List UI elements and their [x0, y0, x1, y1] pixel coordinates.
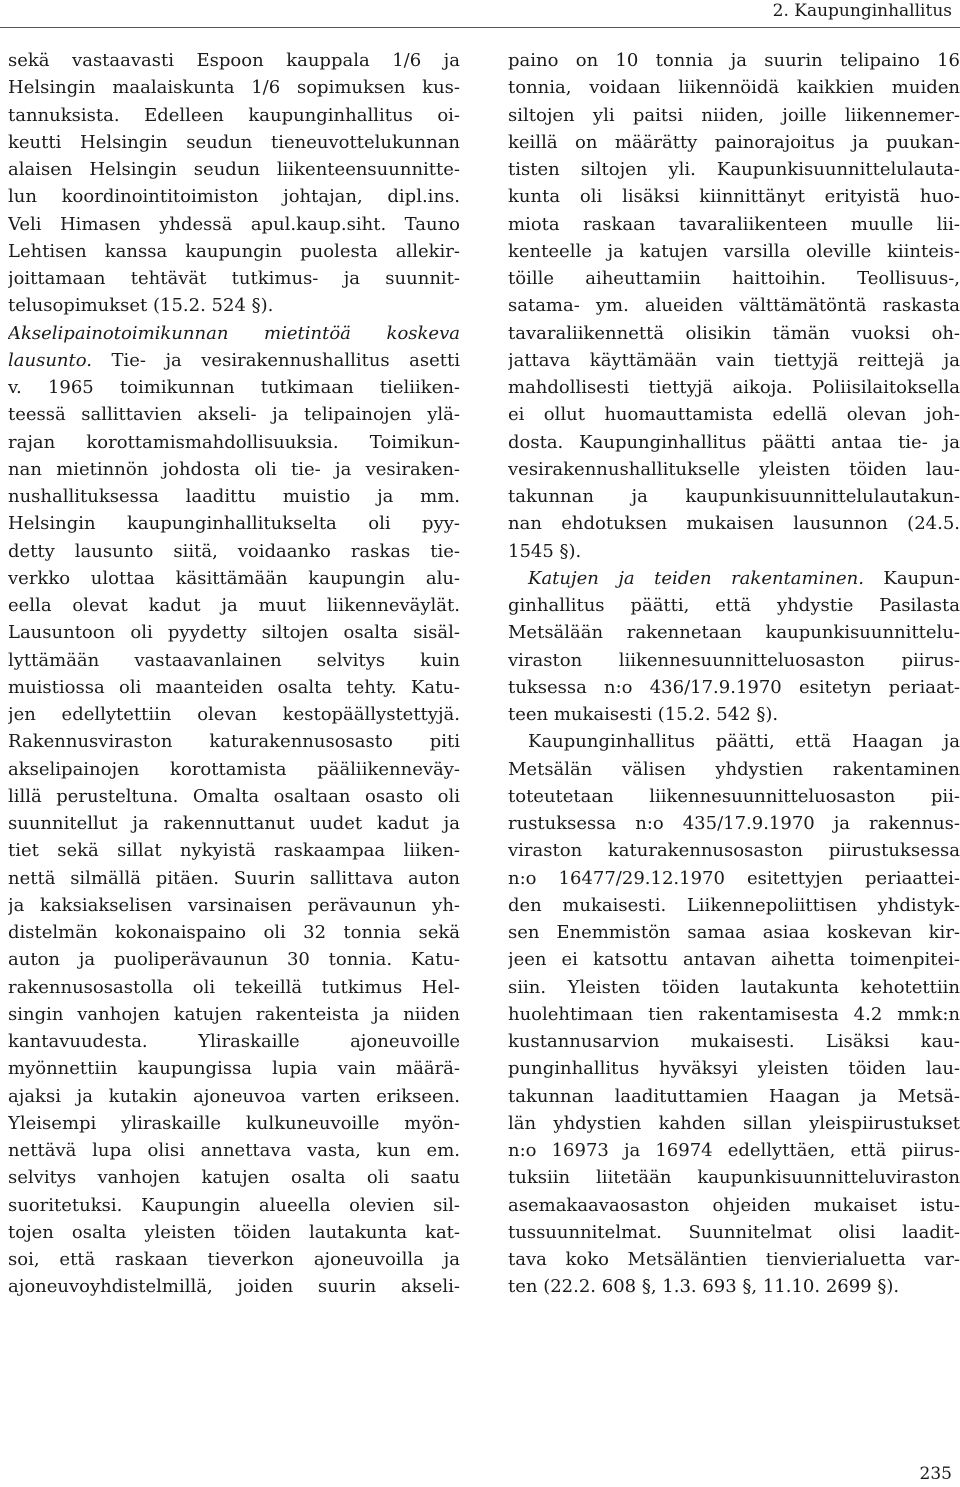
text-line: teessä sallittavien akseli- ja telipainojen ylä- [8, 404, 460, 426]
text-line: nettävä lupa olisi annettava vasta, kun em. [8, 1140, 460, 1161]
text-line: eella olevat kadut ja muut liikenneväylät. [8, 595, 460, 616]
text-line: tannuksista. Edelleen kaupunginhallitus oi- [8, 104, 460, 126]
text-line: jeen ei katsottu antavan aihetta toimenpitei- [508, 949, 960, 971]
left-column [8, 47, 460, 1301]
text-line: miota raskaan tavaraliikenteen muulle lii- [508, 213, 960, 235]
text-line: sen Enemmistön samaa asiaa koskevan kir- [508, 922, 960, 943]
text-line: Lehtisen kanssa kaupungin puolesta allekir- [8, 240, 460, 262]
text-line: jattava käyttämään vain tiettyjä reittejä ja [508, 349, 960, 371]
text-line: töille aiheuttamiin haittoihin. Teollisuus-, [508, 268, 960, 289]
text-line: tiet sekä sillat nykyistä raskaampaa liiken- [8, 840, 460, 862]
text-line: ajoneuvoyhdistelmillä, joiden suurin akseli- [8, 1276, 460, 1298]
text-line: takunnan ja kaupunkisuunnittelulautakun- [508, 486, 960, 507]
text-line: muistiossa oli maanteiden osalta tehty. Katu- [8, 676, 460, 698]
text-line: asemakaavaosaston ohjeiden mukaiset istu- [508, 1194, 960, 1216]
text-line: punginhallitus hyväksyi yleisten töiden lau- [508, 1058, 960, 1080]
text-line: rajan korottamismahdollisuuksia. Toimikun- [8, 431, 460, 453]
text-line: v. 1965 toimikunnan tutkimaan tieliiken- [8, 377, 460, 398]
text-line: Rakennusviraston katurakennusosasto piti [8, 731, 460, 753]
text-line: siltojen yli paitsi niiden, joille liikennemer- [508, 104, 960, 126]
text-line: tavaraliikennettä olisikin tämän vuoksi oh- [508, 322, 960, 344]
text-line: tava koko Metsäläntien tienvierialuetta var- [508, 1249, 960, 1270]
heading-line-2 [8, 347, 460, 374]
text-line: Helsingin maalaiskunta 1/6 sopimuksen kus- [8, 77, 460, 99]
right-column [508, 47, 960, 1301]
text-line: jen edellytettiin olevan kestopäällystettyjä. [8, 704, 460, 725]
right-paragraph-3 [508, 728, 960, 1300]
text-line: ten (22.2. 608 §, 1.3. 693 §, 11.10. 2699 §). [508, 1276, 900, 1298]
section-heading-cont: lausunto. [8, 349, 92, 371]
text-line: kustannusarvion mukaisesti. Lisäksi kau- [508, 1031, 960, 1052]
text-line: Veli Himasen yhdessä apul.kaup.siht. Tauno [8, 213, 460, 235]
text-line: paino on 10 tonnia ja suurin telipaino 16 [508, 50, 960, 71]
text-line: lyttämään vastaavanlainen selvitys kuin [8, 649, 460, 671]
text-line: ei ollut huomauttamista edellä olevan joh- [508, 404, 960, 426]
text-line: Kaupunginhallitus päätti, että Haagan ja [528, 731, 960, 753]
text-line: nettä silmällä pitäen. Suurin sallittava auton [8, 867, 460, 889]
text-line: siin. Yleisten töiden lautakunta kehotettiin [508, 976, 960, 998]
text-line: n:o 16973 ja 16974 edellyttäen, että piirus- [508, 1140, 960, 1161]
heading-rest: Tie- ja vesirakennushallitus asetti [91, 349, 460, 371]
text-line: takunnan laadituttamien Haagan ja Metsä- [508, 1085, 960, 1107]
text-line: nan ehdotuksen mukaisen lausunnon (24.5. [508, 513, 960, 535]
text-line: dosta. Kaupunginhallitus päätti antaa tie- ja [508, 431, 960, 453]
text-line: nushallituksessa laadittu muistio ja mm. [8, 486, 460, 507]
text-line: tussuunnitelmat. Suunnitelmat olisi laadit- [508, 1221, 960, 1243]
text-line: alaisen Helsingin seudun liikenteensuunnitte- [8, 159, 460, 180]
text-line: tojen osalta yleisten töiden lautakunta kat- [8, 1221, 460, 1243]
heading-line [8, 320, 460, 347]
running-head: 2. Kaupunginhallitus [772, 1, 952, 21]
text-line: län yhdystien kahden sillan yleispiirustukset [508, 1112, 960, 1134]
text-line: kantavuudesta. Yliraskaille ajoneuvoille [8, 1031, 460, 1052]
page-number: 235 [919, 1464, 952, 1484]
text-line: verkko ulottaa käsittämään kaupungin alu- [8, 567, 460, 589]
text-line: Yleisempi yliraskaille kulkuneuvoille myön- [8, 1112, 460, 1134]
text-line: mahdollisesti tiettyjä aikoja. Poliisilaitoksella [508, 377, 960, 398]
text-line: huolehtimaan tien rakentamisesta 4.2 mmk:n [508, 1003, 960, 1025]
text-line: 1545 §). [508, 540, 582, 562]
text-line: den mukaisesti. Liikennepoliittisen yhdistyk- [508, 894, 960, 916]
text-line: soi, että raskaan tieverkon ajoneuvoilla ja [8, 1249, 460, 1270]
text-line: n:o 16477/29.12.1970 esitettyjen periaattei- [508, 867, 960, 889]
text-line: nan mietinnön johdosta oli tie- ja vesiraken- [8, 458, 460, 480]
right-paragraph-2 [508, 565, 960, 729]
text-line: suunnitellut ja rakennuttanut uudet kadut ja [8, 813, 460, 834]
text-line: joittamaan tehtävät tutkimus- ja suunnit- [8, 268, 460, 289]
text-line: Helsingin kaupunginhallitukselta oli pyy- [8, 513, 460, 535]
text-line: akselipainojen korottamista pääliikenneväy- [8, 758, 460, 780]
header-rule [0, 27, 960, 28]
text-line: sekä vastaavasti Espoon kauppala 1/6 ja [8, 50, 460, 71]
section-heading: Akselipainotoimikunnan mietintöä koskeva [8, 322, 460, 344]
text-line: vesirakennushallitukselle yleisten töiden lau- [508, 458, 960, 480]
text-line: rustuksessa n:o 435/17.9.1970 ja rakennus- [508, 813, 960, 834]
text-line: detty lausunto siitä, voidaanko raskas tie- [8, 540, 460, 562]
text-line: lillä perusteltuna. Omalta osaltaan osasto oli [8, 785, 460, 807]
text-line: lun koordinointitoimiston johtajan, dipl.ins. [8, 186, 460, 208]
text-line: kenteelle ja katujen varsilla oleville kiinteis- [508, 240, 960, 262]
text-line: tuksessa n:o 436/17.9.1970 esitetyn periaat- [508, 676, 960, 698]
text-line: viraston liikennesuunnitteluosaston piirus- [508, 649, 960, 671]
text-line: myönnettiin kaupungissa lupia vain määrä- [8, 1058, 460, 1080]
text-line: Metsälään rakennetaan kaupunkisuunnittelu- [508, 622, 960, 644]
text-line: keillä on määrätty painorajoitus ja puukan- [508, 131, 960, 153]
text-line: singin vanhojen katujen rakenteista ja niiden [8, 1003, 460, 1025]
text-line: auton ja puoliperävaunun 30 tonnia. Katu- [8, 949, 460, 971]
text-line: kunta oli lisäksi kiinnittänyt erityistä huo- [508, 186, 960, 208]
text-line: rakennusosastolla oli tekeillä tutkimus Hel- [8, 976, 460, 998]
left-paragraph-1 [8, 47, 460, 320]
text-line: selvitys vanhojen katujen osalta oli saatu [8, 1167, 460, 1189]
text-line: tonnia, voidaan liikennöidä kaikkien muiden [508, 77, 960, 99]
text-line: keutti Helsingin seudun tieneuvottelukunnan [8, 131, 460, 153]
text-line: distelmän kokonaispaino oli 32 tonnia sekä [8, 922, 460, 943]
text-line: ajaksi ja kutakin ajoneuvoa varten erikseen. [8, 1085, 460, 1107]
text-line: ja kaksiakselisen varsinaisen perävaunun yh- [8, 894, 460, 916]
right-paragraph-1 [508, 47, 960, 565]
heading-line [508, 565, 960, 592]
text-line: tuksiin liitetään kaupunkisuunnitteluviraston [508, 1167, 960, 1189]
text-line: toteutetaan liikennesuunnitteluosaston pii- [508, 785, 960, 807]
section-heading-2: Katujen ja teiden rakentaminen. [528, 567, 864, 589]
heading-2-rest: Kaupun- [863, 567, 960, 589]
text-line: viraston katurakennusosaston piirustuksessa [508, 840, 960, 862]
text-line: ginhallitus päätti, että yhdystie Pasilasta [508, 595, 960, 616]
text-line: suoritetuksi. Kaupungin alueella olevien sil- [8, 1194, 460, 1216]
text-line: teen mukaisesti (15.2. 542 §). [508, 704, 779, 725]
text-line: tisten siltojen yli. Kaupunkisuunnittelulauta- [508, 159, 960, 180]
text-line: Metsälän välisen yhdystien rakentaminen [508, 758, 960, 780]
text-line: Lausuntoon oli pyydetty siltojen osalta sisäl- [8, 622, 460, 644]
left-paragraph-2 [8, 320, 460, 1301]
text-line: satama- ym. alueiden välttämätöntä raskasta [508, 295, 960, 317]
text-line: telusopimukset (15.2. 524 §). [8, 295, 274, 317]
